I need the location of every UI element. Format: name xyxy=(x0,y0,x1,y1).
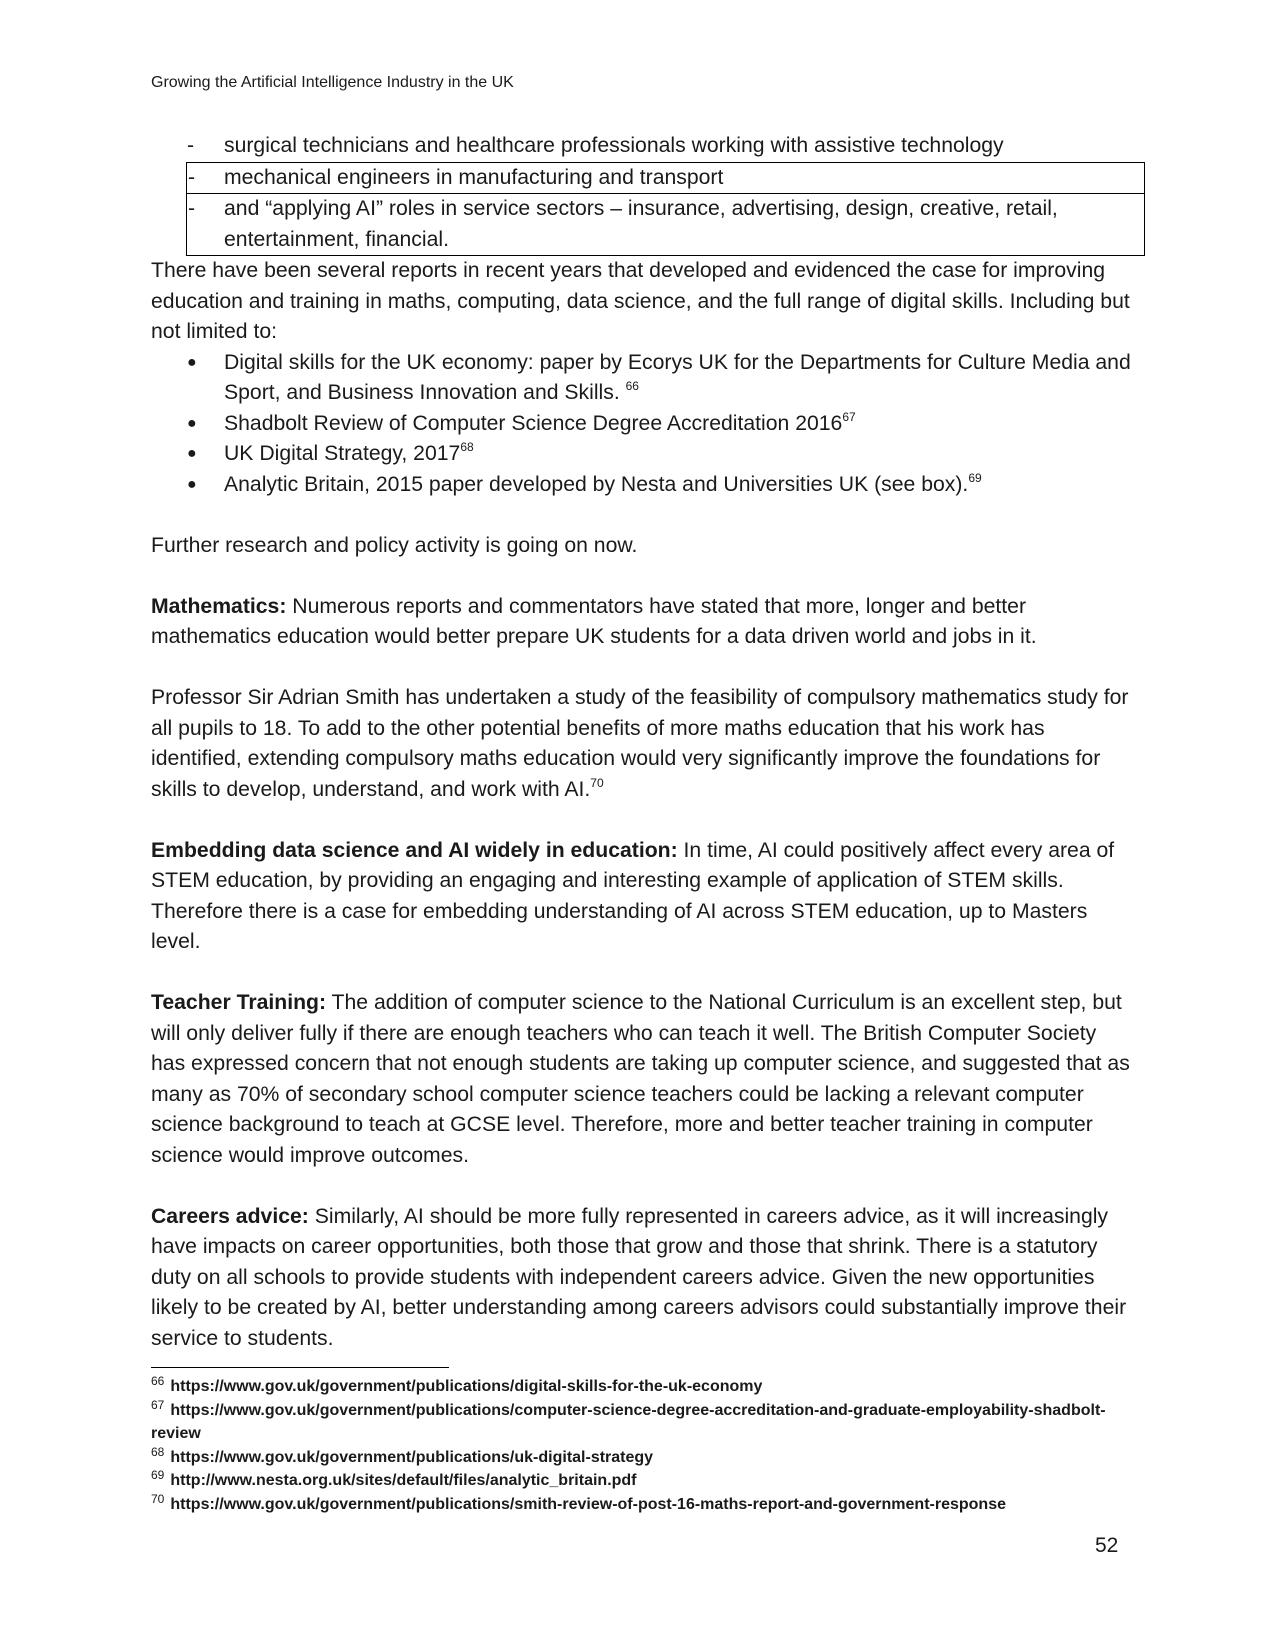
spacer xyxy=(151,958,1131,989)
list-item xyxy=(151,131,1131,162)
paragraph-text: Professor Sir Adrian Smith has undertaken a study of the feasibility of compulsory mathematics study for all pupils to 18. To add to the other potential benefits of more maths education that his work has identified, extending compulsory maths education would very significantly improve the foundations for skills to develop, understand, and work with AI. xyxy=(151,686,1129,801)
footnote-number: 66 xyxy=(151,1374,165,1388)
footnote-ref[interactable]: 67 xyxy=(842,409,856,424)
occupation-list xyxy=(151,131,1131,256)
spacer xyxy=(151,500,1131,531)
footnote-number: 69 xyxy=(151,1468,165,1482)
list-item xyxy=(151,470,1131,501)
footnote-link[interactable]: https://www.gov.uk/government/publications/smith-review-of-post-16-maths-report-and-government-response xyxy=(170,1495,1006,1513)
footnote-link[interactable]: https://www.gov.uk/government/publications/computer-science-degree-accreditation-and-graduate-employability-shadbolt-review xyxy=(151,1401,1106,1442)
running-header: Growing the Artificial Intelligence Industry in the UK xyxy=(151,74,514,91)
footnote-ref[interactable]: 66 xyxy=(625,379,639,393)
footnote xyxy=(151,1469,1111,1493)
paragraph-text: In time, AI could positively affect every area of STEM education, by providing an engaging and interesting example of application of STEM skills. Therefore there is a case for embedding understanding of AI across STEM education, up to Masters level. xyxy=(151,838,1115,953)
footnote-number: 68 xyxy=(151,1444,165,1459)
footnotes xyxy=(151,1375,1111,1516)
teacher-training-paragraph xyxy=(151,988,1131,1171)
bullet-marker: ● xyxy=(187,475,197,493)
section-lead: Embedding data science and AI widely in education: xyxy=(151,838,678,862)
smith-paragraph xyxy=(151,683,1131,805)
footnote-link[interactable]: http://www.nesta.org.uk/sites/default/files/analytic_britain.pdf xyxy=(170,1472,637,1489)
further-research-paragraph: Further research and policy activity is going on now. xyxy=(151,533,638,557)
paragraph-text: Similarly, AI should be more fully represented in careers advice, as it will increasingly have impacts on career opportunities, both those that grow and those that shrink. There is a statutory duty on all schools to provide students with independent careers advice. Given the new opportunities likely to be created by AI, better understanding among careers advisors could substantially improve their service to students. xyxy=(151,1204,1127,1350)
list-item xyxy=(151,439,1131,470)
careers-advice-paragraph xyxy=(151,1202,1131,1355)
list-item-text: Shadbolt Review of Computer Science Degree Accreditation 2016 xyxy=(224,411,843,435)
list-item xyxy=(186,162,1145,194)
mathematics-paragraph xyxy=(151,592,1131,653)
paragraph-text: The addition of computer science to the National Curriculum is an excellent step, but will only deliver fully if there are enough teachers who can teach it well. The British Computer Society has expressed concern that not enough students are taking up computer science, and suggested that as many as 70% of secondary school computer science teachers could be lacking a relevant computer science background to teach at GCSE level. Therefore, more and better teacher training in computer science would improve outcomes. xyxy=(151,991,1130,1167)
footnote xyxy=(151,1446,1111,1470)
section-lead: Careers advice: xyxy=(151,1204,309,1228)
footnote-number: 67 xyxy=(151,1397,165,1412)
list-item xyxy=(151,409,1131,440)
spacer xyxy=(151,805,1131,836)
spacer xyxy=(151,561,1131,592)
list-item xyxy=(151,348,1131,409)
footnote-link[interactable]: https://www.gov.uk/government/publications/digital-skills-for-the-uk-economy xyxy=(170,1378,763,1395)
dash-marker: - xyxy=(187,134,195,157)
dash-marker: - xyxy=(188,197,196,220)
spacer xyxy=(151,1171,1131,1202)
page-number: 52 xyxy=(1095,1534,1119,1557)
embedding-paragraph xyxy=(151,836,1131,958)
reports-list xyxy=(151,348,1131,501)
footnote xyxy=(151,1493,1111,1517)
footnote-number: 70 xyxy=(151,1491,165,1506)
reports-intro-paragraph: There have been several reports in recent years that developed and evidenced the case for improving education and training in maths, computing, data science, and the full range of digital skills. Including but not limited to: xyxy=(151,259,1130,343)
bullet-marker: ● xyxy=(187,414,197,432)
section-lead: Mathematics: xyxy=(151,594,287,618)
footnote-link[interactable]: https://www.gov.uk/government/publications/uk-digital-strategy xyxy=(170,1448,654,1466)
list-item-text: Digital skills for the UK economy: paper by Ecorys UK for the Departments for Culture Media and Sport, and Business Innovation and Skills. xyxy=(224,350,1131,404)
spacer xyxy=(151,653,1131,684)
page-body xyxy=(151,131,1131,1354)
footnote-ref[interactable]: 68 xyxy=(460,440,474,454)
list-item-text: and “applying AI” roles in service sectors – insurance, advertising, design, creative, retail, entertainment, financial. xyxy=(224,197,1058,251)
bullet-marker: ● xyxy=(187,353,197,371)
footnote xyxy=(151,1399,1111,1446)
list-item-text: Analytic Britain, 2015 paper developed by Nesta and Universities UK (see box). xyxy=(224,472,969,496)
list-item-text: surgical technicians and healthcare professionals working with assistive technology xyxy=(224,134,1004,157)
list-item-text: UK Digital Strategy, 2017 xyxy=(224,442,461,465)
section-lead: Teacher Training: xyxy=(151,991,327,1014)
list-item xyxy=(186,193,1145,256)
footnote-ref[interactable]: 69 xyxy=(968,470,982,485)
footnote-divider xyxy=(151,1367,449,1368)
paragraph-text: Numerous reports and commentators have stated that more, longer and better mathematics education would better prepare UK students for a data driven world and jobs in it. xyxy=(151,594,1037,648)
footnote-ref[interactable]: 70 xyxy=(590,775,604,790)
bullet-marker: ● xyxy=(187,445,197,462)
list-item-text: mechanical engineers in manufacturing and transport xyxy=(224,165,724,189)
footnote xyxy=(151,1375,1111,1399)
dash-marker: - xyxy=(188,165,196,189)
